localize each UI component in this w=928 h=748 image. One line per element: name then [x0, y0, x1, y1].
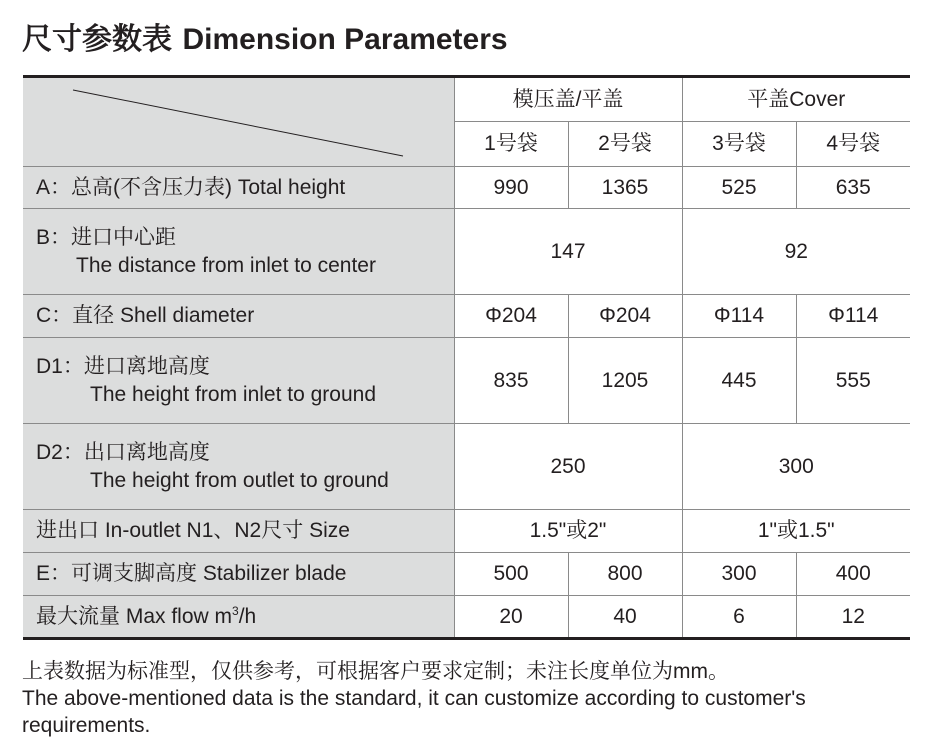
flow-label-sup: 3 — [232, 603, 239, 618]
table-cell: Φ114 — [682, 295, 796, 338]
table-cell: 1205 — [568, 338, 682, 424]
table-cell: 300 — [682, 424, 910, 510]
table-cell: 525 — [682, 167, 796, 209]
dimension-table — [23, 75, 910, 640]
table-row — [23, 553, 910, 596]
table-cell: 12 — [796, 596, 910, 639]
row-label-shell-diameter: C：直径 Shell diameter — [23, 295, 454, 338]
row-label-max-flow — [23, 596, 454, 639]
footnote — [22, 658, 912, 739]
footnote-cn: 上表数据为标准型，仅供参考，可根据客户要求定制；未注长度单位为mm。 — [22, 660, 729, 683]
row-label-cn: D2：出口离地高度 — [36, 441, 210, 465]
table-cell: Φ204 — [568, 295, 682, 338]
row-label-inlet-ground — [23, 338, 454, 424]
row-label-inout-size: 进出口 In-outlet N1、N2尺寸 Size — [23, 510, 454, 553]
bag-header-2: 2号袋 — [568, 122, 682, 167]
row-label-en: The distance from inlet to center — [76, 253, 376, 277]
table-row — [23, 424, 910, 510]
table-cell: 835 — [454, 338, 568, 424]
bag-header-3: 3号袋 — [682, 122, 796, 167]
table-cell: 6 — [682, 596, 796, 639]
group-header-molded: 模压盖/平盖 — [454, 77, 682, 122]
table-cell: 300 — [682, 553, 796, 596]
table-cell: 635 — [796, 167, 910, 209]
table-cell: 40 — [568, 596, 682, 639]
table-row — [23, 295, 910, 338]
bag-header-4: 4号袋 — [796, 122, 910, 167]
footnote-en: The above-mentioned data is the standard, it can customize according to customer's requirements. — [22, 687, 806, 737]
table-cell: Φ114 — [796, 295, 910, 338]
row-label-inlet-center — [23, 209, 454, 295]
title-cn: 尺寸参数表 — [22, 22, 172, 57]
table-cell: 20 — [454, 596, 568, 639]
table-row — [23, 209, 910, 295]
diagonal-line — [23, 78, 454, 168]
table-cell: 250 — [454, 424, 682, 510]
table-cell: 555 — [796, 338, 910, 424]
table-row — [23, 596, 910, 639]
table-cell: 445 — [682, 338, 796, 424]
table-cell: 800 — [568, 553, 682, 596]
table-cell: 400 — [796, 553, 910, 596]
table-cell: 1365 — [568, 167, 682, 209]
table-cell: 147 — [454, 209, 682, 295]
table-cell: 990 — [454, 167, 568, 209]
row-label-stabilizer: E：可调支脚高度 Stabilizer blade — [23, 553, 454, 596]
row-label-outlet-ground — [23, 424, 454, 510]
bag-header-1: 1号袋 — [454, 122, 568, 167]
table-cell: 1"或1.5" — [682, 510, 910, 553]
table-cell: 92 — [682, 209, 910, 295]
table-row — [23, 510, 910, 553]
table-cell: 1.5"或2" — [454, 510, 682, 553]
row-label-en: The height from inlet to ground — [90, 382, 377, 406]
title-en: Dimension Parameters — [182, 23, 508, 56]
table-cell: 500 — [454, 553, 568, 596]
table-row — [23, 338, 910, 424]
flow-label-main: 最大流量 Max flow m — [36, 604, 233, 628]
page-title — [22, 14, 508, 58]
group-header-flat: 平盖Cover — [682, 77, 910, 122]
table-row — [23, 167, 910, 209]
row-label-cn: B：进口中心距 — [36, 226, 177, 250]
corner-cell — [23, 77, 454, 167]
flow-label-unit: /h — [238, 604, 257, 628]
row-label-cn: D1：进口离地高度 — [36, 355, 210, 379]
table-cell: Φ204 — [454, 295, 568, 338]
row-label-en: The height from outlet to ground — [90, 468, 389, 492]
row-label-total-height: A：总高(不含压力表) Total height — [23, 167, 454, 209]
